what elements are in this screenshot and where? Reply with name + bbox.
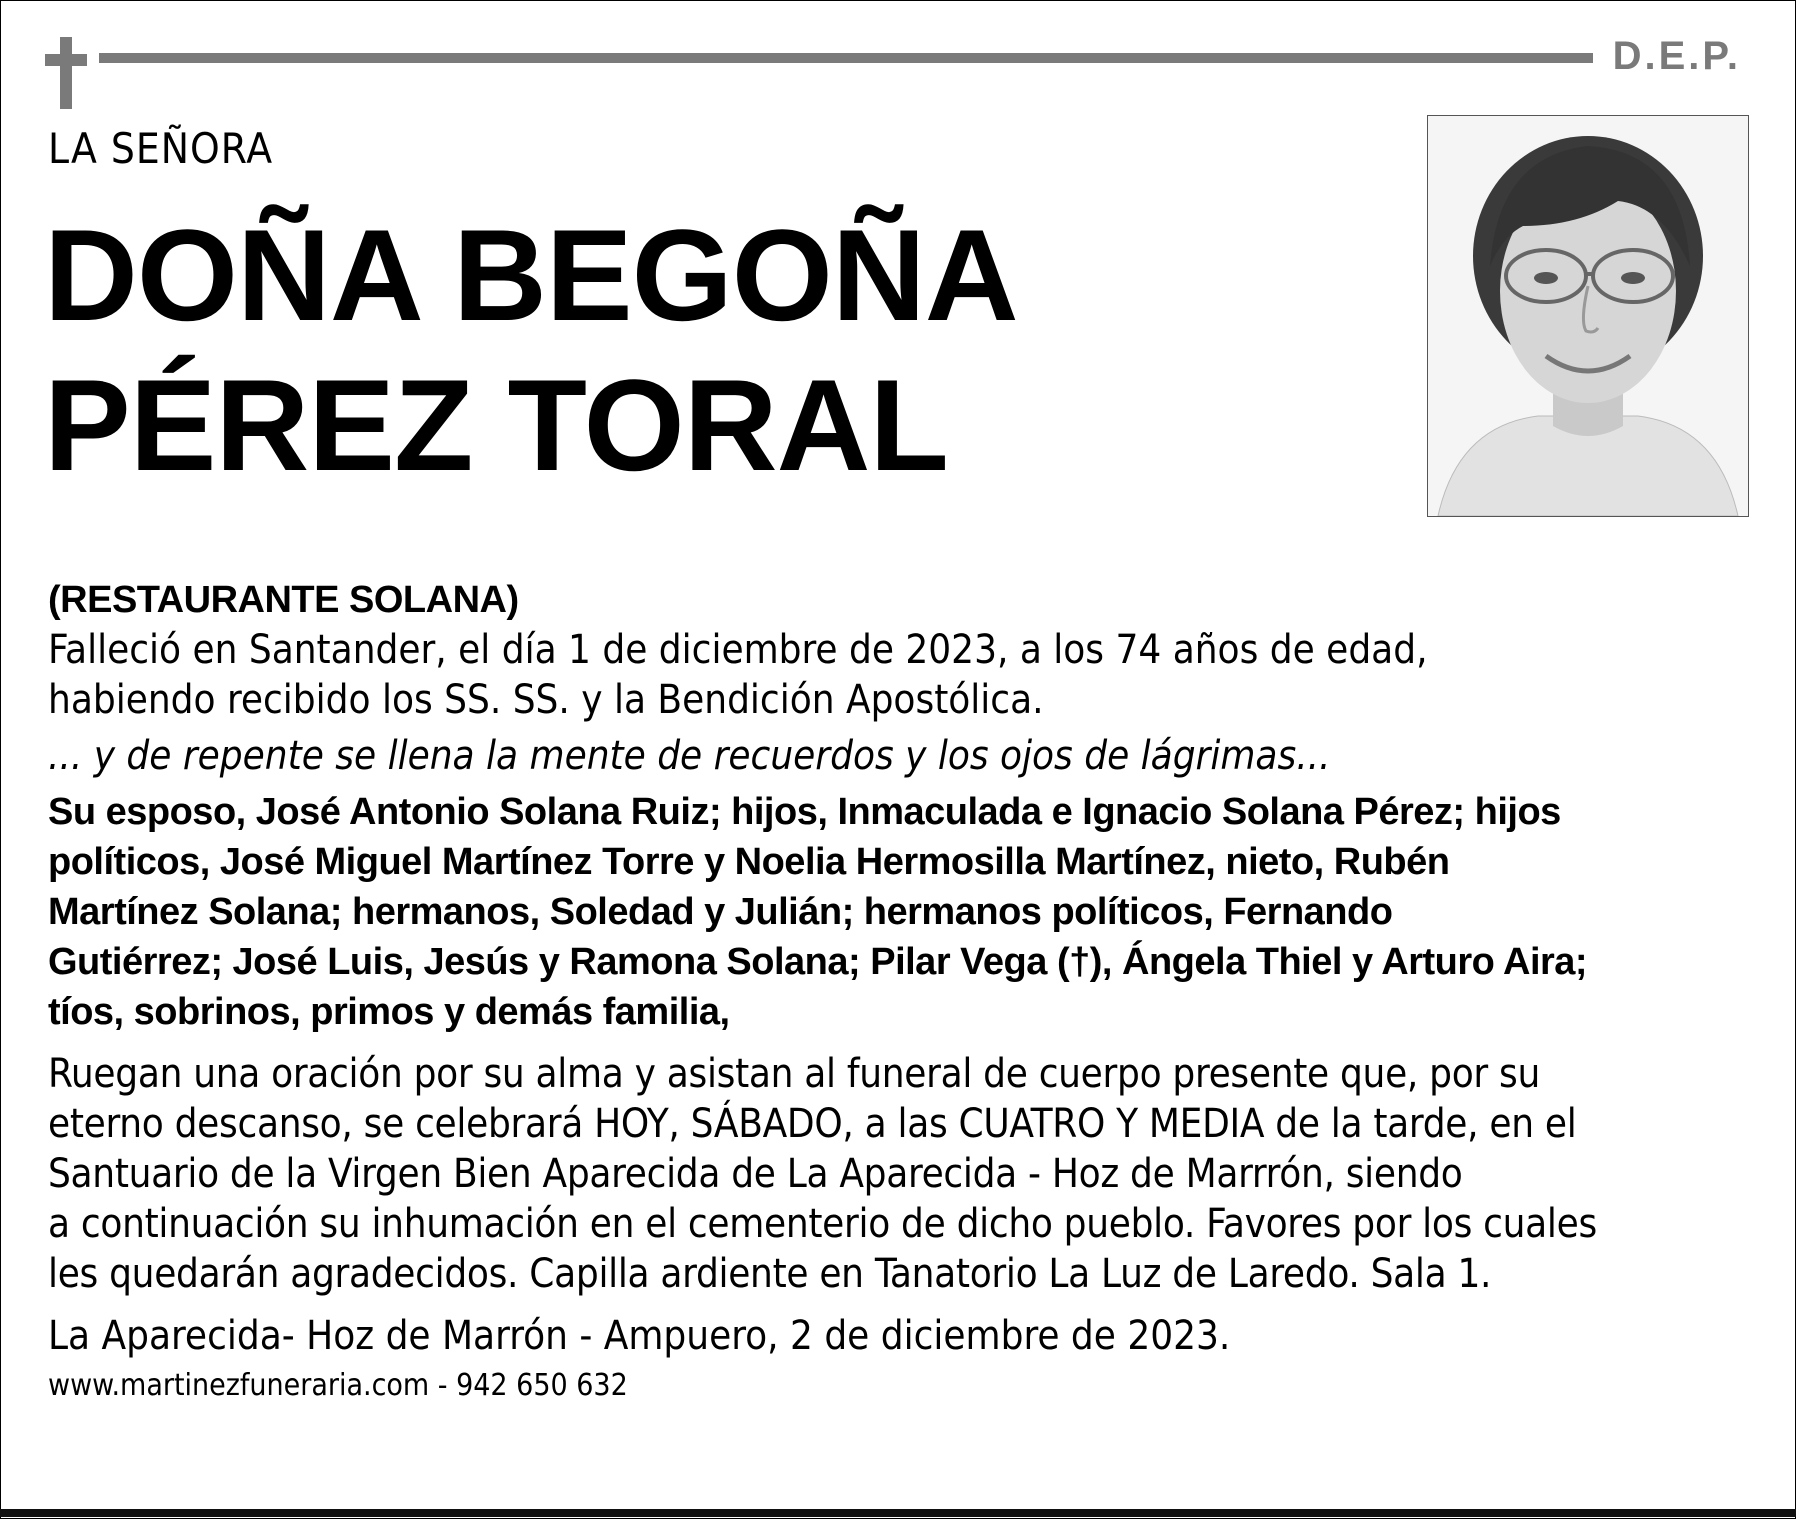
notice-body xyxy=(48,575,1748,1405)
funeral-line-4: a continuación su inhumación en el cementerio de dicho pueblo. Favores por los cuales xyxy=(48,1201,1597,1247)
business-name: (RESTAURANTE SOLANA) xyxy=(48,579,519,621)
family-line-4: Gutiérrez; José Luis, Jesús y Ramona Solana; Pilar Vega (†), Ángela Thiel y Arturo Aira; xyxy=(48,941,1588,983)
dep-label: D.E.P. xyxy=(1612,34,1741,78)
footer-contact: www.martinezfuneraria.com - 942 650 632 xyxy=(48,1368,628,1403)
funeral-line-5: les quedarán agradecidos. Capilla ardiente en Tanatorio La Luz de Laredo. Sala 1. xyxy=(48,1251,1492,1297)
bottom-rule xyxy=(0,1509,1796,1517)
header-rule xyxy=(99,53,1593,63)
deceased-name xyxy=(44,200,1018,500)
death-line-2: habiendo recibido los SS. SS. y la Bendición Apostólica. xyxy=(48,677,1044,723)
place-date: La Aparecida- Hoz de Marrón - Ampuero, 2 de diciembre de 2023. xyxy=(48,1313,1231,1359)
funeral-line-3: Santuario de la Virgen Bien Aparecida de La Aparecida - Hoz de Marrrón, siendo xyxy=(48,1151,1463,1197)
funeral-line-2: eterno descanso, se celebrará HOY, SÁBADO, a las CUATRO Y MEDIA de la tarde, en el xyxy=(48,1101,1577,1147)
cross-icon xyxy=(45,37,87,109)
family-line-3: Martínez Solana; hermanos, Soledad y Julián; hermanos políticos, Fernando xyxy=(48,891,1393,933)
family-line-2: políticos, José Miguel Martínez Torre y Noelia Hermosilla Martínez, nieto, Rubén xyxy=(48,841,1450,883)
name-line-2: PÉREZ TORAL xyxy=(44,352,948,498)
quote: ... y de repente se llena la mente de recuerdos y los ojos de lágrimas... xyxy=(48,733,1331,779)
death-line-1: Falleció en Santander, el día 1 de diciembre de 2023, a los 74 años de edad, xyxy=(48,627,1428,673)
family-line-1: Su esposo, José Antonio Solana Ruiz; hijos, Inmaculada e Ignacio Solana Pérez; hijos xyxy=(48,791,1561,833)
funeral-line-1: Ruegan una oración por su alma y asistan al funeral de cuerpo presente que, por su xyxy=(48,1051,1541,1097)
name-line-1: DOÑA BEGOÑA xyxy=(44,202,1018,348)
portrait-photo xyxy=(1427,115,1749,517)
pre-title: LA SEÑORA xyxy=(48,124,274,173)
family-line-5: tíos, sobrinos, primos y demás familia, xyxy=(48,991,730,1033)
